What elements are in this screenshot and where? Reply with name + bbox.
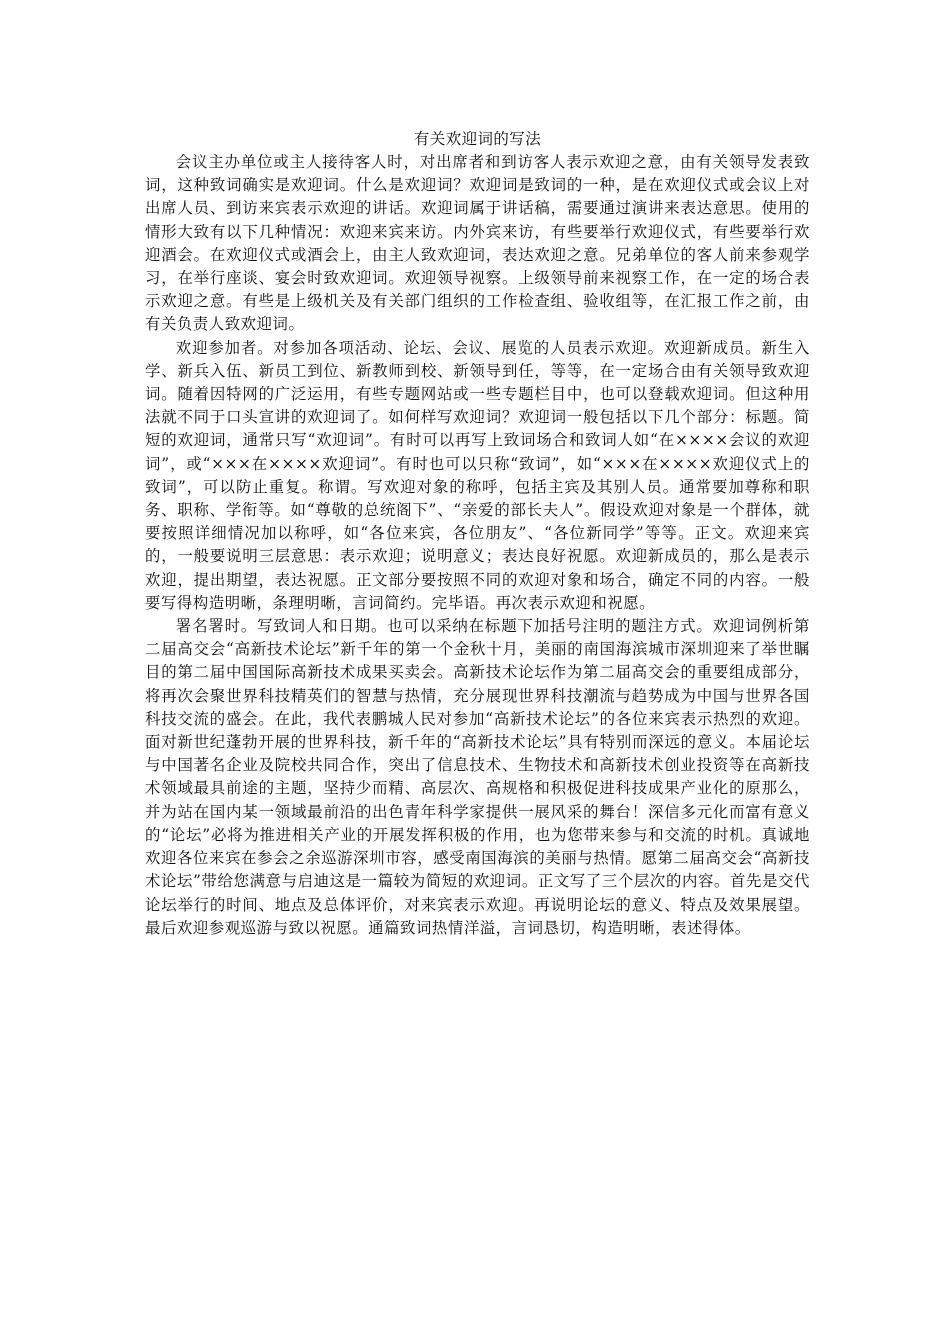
document-page [145,128,810,940]
paragraph-intro: 会议主办单位或主人接待客人时，对出席者和到访客人表示欢迎之意，由有关领导发表致词，这种致词确实是欢迎词。什么是欢迎词？欢迎词是致词的一种，是在欢迎仪式或会议上对出席人员、到访来宾表示欢迎的讲话。欢迎词属于讲话稿，需要通过演讲来表达意思。使用的情形大致有以下几种情况：欢迎来宾来访。内外宾来访，有些要举行欢迎仪式，有些要举行欢迎酒会。在欢迎仪式或酒会上，由主人致欢迎词，表达欢迎之意。兄弟单位的客人前来参观学习，在举行座谈、宴会时致欢迎词。欢迎领导视察。上级领导前来视察工作，在一定的场合表示欢迎之意。有些是上级机关及有关部门组织的工作检查组、验收组等，在汇报工作之前，由有关负责人致欢迎词。 [145,153,810,334]
paragraph-structure: 欢迎参加者。对参加各项活动、论坛、会议、展览的人员表示欢迎。欢迎新成员。新生入学、新兵入伍、新员工到位、新教师到校、新领导到任，等等，在一定场合由有关领导致欢迎词。随着因特网的广泛运用，有些专题网站或一些专题栏目中，也可以登载欢迎词。但这种用法就不同于口头宣讲的欢迎词了。如何样写欢迎词？欢迎词一般包括以下几个部分：标题。简短的欢迎词，通常只写“欢迎词”。有时可以再写上致词场合和致词人如“在××××会议的欢迎词”，或“×××在××××欢迎词”。有时也可以只称“致词”，如“×××在××××欢迎仪式上的致词”，可以防止重复。称谓。写欢迎对象的称呼，包括主宾及其别人员。通常要加尊称和职务、职称、学衔等。如“尊敬的总统阁下”、“亲爱的部长夫人”。假设欢迎对象是一个群体，就要按照详细情况加以称呼，如“各位来宾，各位朋友”、“各位新同学”等等。正文。欢迎来宾的，一般要说明三层意思：表示欢迎；说明意义；表达良好祝愿。欢迎新成员的，那么是表示欢迎，提出期望，表达祝愿。正文部分要按照不同的欢迎对象和场合，确定不同的内容。一般要写得构造明晰，条理明晰，言词简约。完毕语。再次表示欢迎和祝愿。 [145,338,810,612]
document-title: 有关欢迎词的写法 [413,130,542,148]
paragraph-example: 署名署时。写致词人和日期。也可以采纳在标题下加括号注明的题注方式。欢迎词例析第二届高交会“高新技术论坛”新千年的第一个金秋十月，美丽的南国海滨城市深圳迎来了举世瞩目的第二届中国国际高新技术成果买卖会。高新技术论坛作为第二届高交会的重要组成部分，将再次会聚世界科技精英们的智慧与热情，充分展现世界科技潮流与趋势成为中国与世界各国科技交流的盛会。在此，我代表鹏城人民对参加“高新技术论坛”的各位来宾表示热烈的欢迎。面对新世纪蓬勃开展的世界科技，新千年的“高新技术论坛”具有特别而深远的意义。本届论坛与中国著名企业及院校共同合作，突出了信息技术、生物技术和高新技术创业投资等在高新技术领域最具前途的主题，坚持少而精、高层次、高规格和积极促进科技成果产业化的原那么，并为站在国内某一领域最前沿的出色青年科学家提供一展风采的舞台！深信多元化而富有意义的“论坛”必将为推进相关产业的开展发挥积极的作用，也为您带来参与和交流的时机。真诚地欢迎各位来宾在参会之余巡游深圳市容，感受南国海滨的美丽与热情。愿第二届高交会“高新技术论坛”带给您满意与启迪这是一篇较为简短的欢迎词。正文写了三个层次的内容。首先是交代论坛举行的时间、地点及总体评价，对来宾表示欢迎。再说明论坛的意义、特点及效果展望。最后欢迎参观巡游与致以祝愿。通篇致词热情洋溢，言词恳切，构造明晰，表述得体。 [145,617,810,937]
